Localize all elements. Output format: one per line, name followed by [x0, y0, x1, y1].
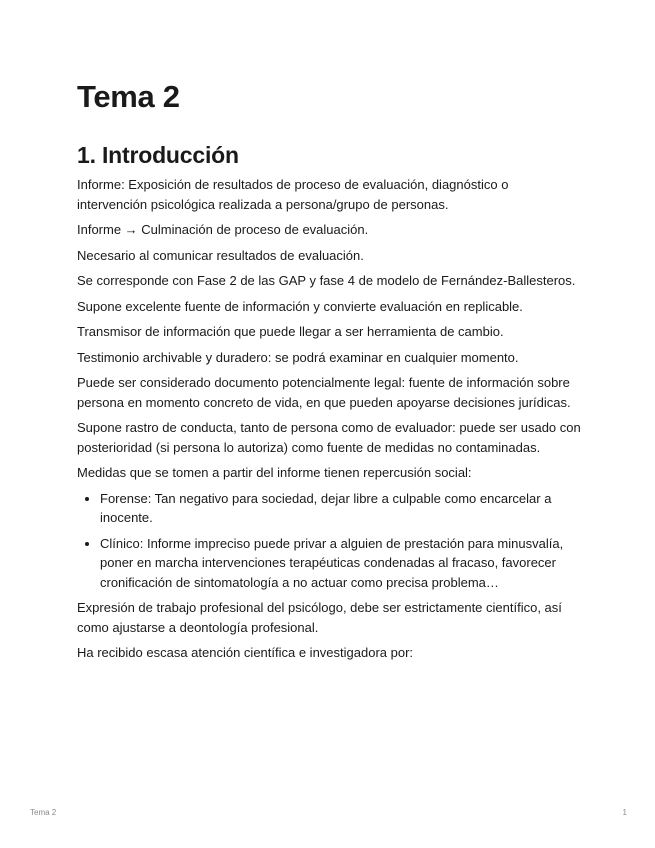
- page-title: Tema 2: [77, 79, 180, 114]
- paragraph: Medidas que se tomen a partir del informe tienen repercusión social:: [77, 465, 472, 480]
- page-number: 1: [622, 808, 627, 817]
- section-heading: 1. Introducción: [77, 142, 239, 168]
- paragraph: Necesario al comunicar resultados de evaluación.: [77, 247, 364, 263]
- paragraph: Informe → Culminación de proceso de evaluación.: [77, 222, 369, 237]
- paragraph: Supone rastro de conducta, tanto de persona como de evaluador: puede ser usado con posterioridad (si persona lo autoriza) como fuente de medidas no contaminadas.: [77, 420, 581, 455]
- bullet-list: [77, 489, 582, 593]
- list-item: • Forense: Tan negativo para sociedad, dejar libre a culpable como encarcelar a inocente.: [100, 489, 582, 528]
- paragraph: Expresión de trabajo profesional del psicólogo, debe ser estrictamente científico, así como ajustarse a deontología profesional.: [77, 600, 562, 635]
- paragraph: Ha recibido escasa atención científica e investigadora por:: [77, 645, 414, 660]
- document-page: [77, 78, 582, 669]
- paragraph: Puede ser considerado documento potencialmente legal: fuente de información sobre persona en momento concreto de vida, en que pueden apoyarse decisiones jurídicas.: [77, 375, 571, 410]
- list-item: • Clínico: Informe impreciso puede privar a alguien de prestación para minusvalía, poner en marcha intervenciones terapéuticas condenadas al fracaso, favorecer cronificación de sintomatología a no actuar como precisa problema…: [100, 534, 582, 593]
- paragraph: Testimonio archivable y duradero: se podrá examinar en cualquier momento.: [77, 349, 519, 365]
- paragraph: Supone excelente fuente de información y convierte evaluación en replicable.: [77, 298, 523, 314]
- footer-title: Tema 2: [30, 808, 57, 817]
- paragraph: Se corresponde con Fase 2 de las GAP y fase 4 de modelo de Fernández-Ballesteros.: [77, 273, 576, 288]
- paragraph: Transmisor de información que puede llegar a ser herramienta de cambio.: [77, 324, 504, 339]
- paragraph: Informe: Exposición de resultados de proceso de evaluación, diagnóstico o intervención psicológica realizada a persona/grupo de personas.: [77, 177, 509, 212]
